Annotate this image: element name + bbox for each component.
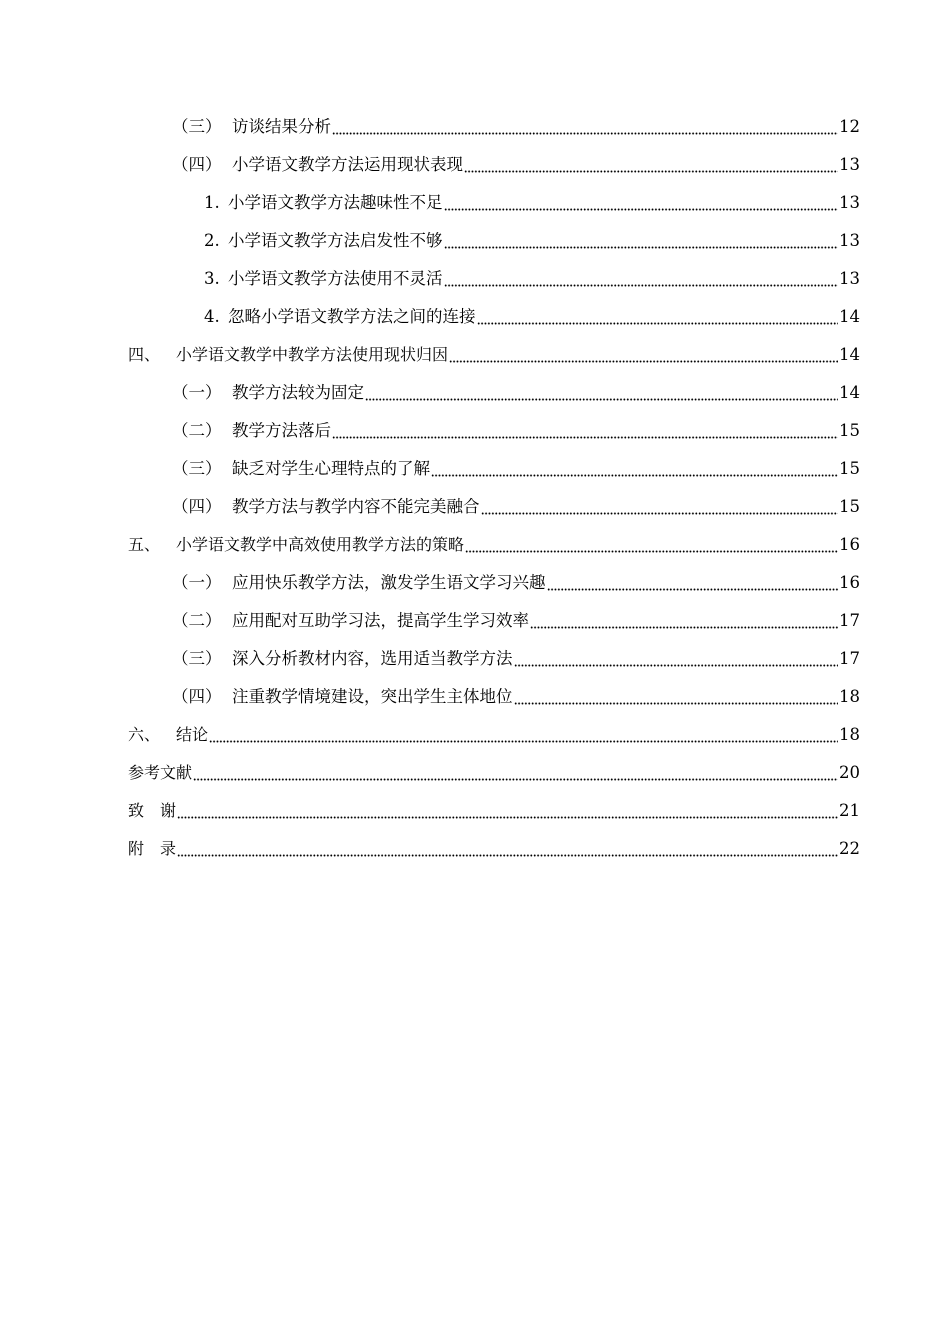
toc-entry-number: 2. <box>204 231 220 250</box>
toc-entry-page: 13 <box>839 193 860 212</box>
toc-entry-number: 四、 <box>128 345 161 364</box>
toc-entry-page: 13 <box>839 269 860 288</box>
toc-entry-title: 小学语文教学方法运用现状表现 <box>232 155 463 174</box>
toc-dot-leader <box>481 501 839 515</box>
toc-dot-leader <box>449 349 838 363</box>
toc-dot-leader <box>547 577 839 591</box>
toc-entry-title: 应用快乐教学方法，激发学生语文学习兴趣 <box>232 573 546 592</box>
toc-entry-number: （二） <box>172 421 222 440</box>
toc-entry-number: （一） <box>172 573 222 592</box>
toc-dot-leader <box>464 159 838 173</box>
toc-dot-leader <box>365 387 838 401</box>
toc-appendix-entry[interactable] <box>128 830 860 868</box>
toc-dot-leader <box>332 121 838 135</box>
toc-dot-leader <box>177 843 838 857</box>
toc-entry-title: 小学语文教学方法启发性不够 <box>228 231 443 250</box>
toc-entry-page: 18 <box>839 725 860 744</box>
toc-entry-title: 教学方法较为固定 <box>232 383 364 402</box>
toc-dot-leader <box>444 235 839 249</box>
toc-chapter-entry[interactable] <box>128 526 860 564</box>
toc-entry[interactable] <box>128 146 860 184</box>
toc-entry-title: 小学语文教学中教学方法使用现状归因 <box>176 345 449 364</box>
toc-entry-number: 4. <box>204 307 220 326</box>
toc-entry-number: （一） <box>172 383 222 402</box>
toc-entry-number: （三） <box>172 459 222 478</box>
toc-entry[interactable] <box>128 298 860 336</box>
toc-entry[interactable] <box>128 260 860 298</box>
toc-entry-page: 17 <box>839 611 860 630</box>
toc-entry-title: 结论 <box>176 725 209 744</box>
toc-entry-title: 注重教学情境建设，突出学生主体地位 <box>232 687 513 706</box>
toc-entry[interactable] <box>128 602 860 640</box>
toc-chapter-entry[interactable] <box>128 336 860 374</box>
toc-entry-page: 16 <box>839 573 860 592</box>
toc-entry[interactable] <box>128 222 860 260</box>
toc-entry-number: 3. <box>204 269 220 288</box>
toc-entry-page: 14 <box>839 345 860 364</box>
toc-entry-title: 忽略小学语文教学方法之间的连接 <box>228 307 476 326</box>
toc-dot-leader <box>514 691 839 705</box>
toc-entry-page: 15 <box>839 459 860 478</box>
toc-entry-title: 小学语文教学方法趣味性不足 <box>228 193 443 212</box>
toc-entry-title: 深入分析教材内容，选用适当教学方法 <box>232 649 513 668</box>
toc-entry[interactable] <box>128 374 860 412</box>
toc-dot-leader <box>444 273 839 287</box>
toc-entry-number: 1. <box>204 193 220 212</box>
toc-chapter-entry[interactable] <box>128 716 860 754</box>
toc-entry-number: （四） <box>172 497 222 516</box>
toc-dot-leader <box>209 729 838 743</box>
toc-entry-title: 小学语文教学中高效使用教学方法的策略 <box>176 535 465 554</box>
toc-entry-title: 小学语文教学方法使用不灵活 <box>228 269 443 288</box>
toc-entry[interactable] <box>128 450 860 488</box>
toc-entry-page: 18 <box>839 687 860 706</box>
toc-entry-number: （二） <box>172 611 222 630</box>
toc-entry-page: 15 <box>839 421 860 440</box>
toc-dot-leader <box>431 463 838 477</box>
toc-dot-leader <box>332 425 838 439</box>
toc-entry-page: 13 <box>839 155 860 174</box>
toc-entry-page: 20 <box>839 763 860 782</box>
toc-dot-leader <box>444 197 839 211</box>
toc-entry-number: （三） <box>172 117 222 136</box>
toc-dot-leader <box>193 767 838 781</box>
toc-entry[interactable] <box>128 678 860 716</box>
toc-entry-title: 参考文献 <box>128 763 193 782</box>
toc-entry-title: 缺乏对学生心理特点的了解 <box>232 459 430 478</box>
toc-entry-title: 附 录 <box>128 839 177 858</box>
toc-entry[interactable] <box>128 108 860 146</box>
toc-entry-page: 22 <box>839 839 860 858</box>
toc-entry[interactable] <box>128 564 860 602</box>
toc-entry-title: 致 谢 <box>128 801 177 820</box>
toc-dot-leader <box>530 615 838 629</box>
toc-entry[interactable] <box>128 488 860 526</box>
toc-entry[interactable] <box>128 184 860 222</box>
toc-entry-title: 访谈结果分析 <box>232 117 331 136</box>
toc-entry-title: 应用配对互助学习法，提高学生学习效率 <box>232 611 529 630</box>
toc-dot-leader <box>465 539 838 553</box>
toc-dot-leader <box>514 653 839 667</box>
toc-acknowledgements-entry[interactable] <box>128 792 860 830</box>
toc-entry-page: 21 <box>839 801 860 820</box>
toc-entry[interactable] <box>128 640 860 678</box>
toc-dot-leader <box>177 805 838 819</box>
toc-entry-number: （四） <box>172 687 222 706</box>
toc-entry-title: 教学方法落后 <box>232 421 331 440</box>
toc-entry-number: 六、 <box>128 725 161 744</box>
toc-entry-page: 16 <box>839 535 860 554</box>
toc-entry-page: 15 <box>839 497 860 516</box>
toc-entry-page: 12 <box>839 117 860 136</box>
toc-dot-leader <box>477 311 839 325</box>
toc-entry-page: 17 <box>839 649 860 668</box>
toc-entry-number: （三） <box>172 649 222 668</box>
toc-entry-number: 五、 <box>128 535 161 554</box>
toc-references-entry[interactable] <box>128 754 860 792</box>
toc-entry-number: （四） <box>172 155 222 174</box>
toc-entry-title: 教学方法与教学内容不能完美融合 <box>232 497 480 516</box>
toc-entry-page: 14 <box>839 307 860 326</box>
toc-entry-page: 13 <box>839 231 860 250</box>
toc-entry[interactable] <box>128 412 860 450</box>
toc-entry-page: 14 <box>839 383 860 402</box>
table-of-contents <box>128 108 860 868</box>
